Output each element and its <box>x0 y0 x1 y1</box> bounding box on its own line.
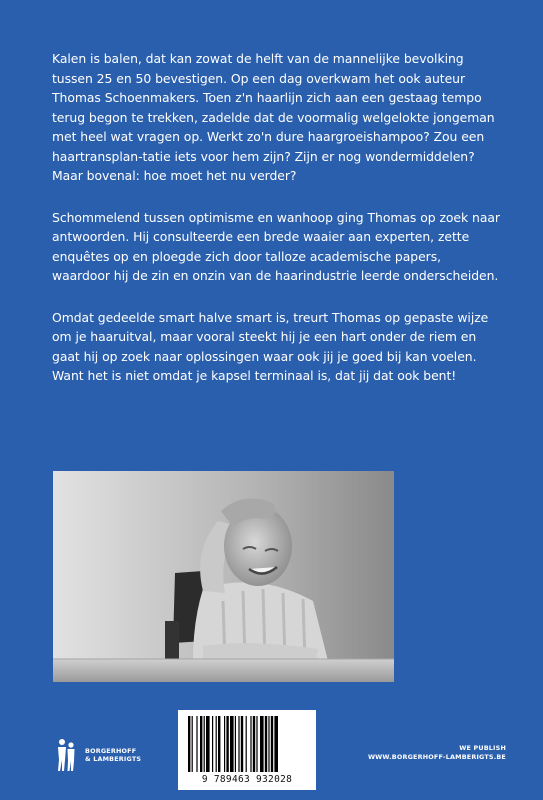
publisher-name-line-1: BORGERHOFF <box>85 746 137 755</box>
barcode-bar <box>256 716 257 772</box>
barcode-bar <box>246 716 247 772</box>
publisher-figures-icon <box>55 738 77 772</box>
back-cover-blurb <box>52 49 502 408</box>
barcode-bar <box>192 716 193 772</box>
barcode-bar <box>235 716 236 772</box>
publisher-name-line-2: & LAMBERIGTS <box>85 755 142 763</box>
publisher-tagline: WE PUBLISH <box>459 744 506 752</box>
barcode-bar <box>204 716 205 772</box>
blurb-paragraph-1: Kalen is balen, dat kan zowat de helft van de mannelijke bevolking tussen 25 en 50 bevestigen. Op een dag overkwam het ook auteur Thomas Schoenmakers. Toen z'n haarlijn zich aan een gestaag tempo terug begon te trekken, zadelde dat de voormalig welgelokte jongeman met heel wat vragen op. Werkt zo'n dure haargroeishampoo? Zou een haartransplan-tatie iets voor hem zijn? Zijn er nog wondermiddelen? Maar bovenal: hoe moet het nu verder? <box>52 51 495 183</box>
barcode-bar <box>188 716 190 772</box>
publisher-url: WWW.BORGERHOFF-LAMBERIGTS.BE <box>367 752 506 761</box>
barcode-bar <box>216 716 217 772</box>
barcode-bar <box>271 716 273 772</box>
barcode-bar <box>212 716 213 772</box>
blurb-paragraph-3: Omdat gedeelde smart halve smart is, treurt Thomas op gepaste wijze om je haaruitval, maar vooral steekt hij je een hart onder de riem en gaat hij op zoek naar oplossingen waar ook jij je goed bij kan voelen. Want het is niet omdat je kapsel terminaal is, dat jij dat ook bent! <box>52 309 489 383</box>
barcode-bar <box>241 716 243 772</box>
blurb-paragraph-2: Schommelend tussen optimisme en wanhoop ging Thomas op zoek naar antwoorden. Hij consulteerde een brede waaier aan experten, zette enquêtes op en ploegde zich door talloze academische papers, waardoor hij de zin en onzin van de haarindustrie leerde onderscheiden. <box>52 209 500 283</box>
author-photo <box>53 471 394 682</box>
barcode-bar <box>218 716 220 772</box>
barcode-bar <box>238 716 239 772</box>
barcode-bar <box>268 716 269 772</box>
publisher-name <box>85 747 141 764</box>
barcode-bar <box>200 716 202 772</box>
publisher-logo <box>55 738 141 772</box>
publisher-website <box>368 744 506 761</box>
barcode-bar <box>224 716 225 772</box>
barcode-bar <box>226 716 228 772</box>
barcode-bar <box>253 716 255 772</box>
barcode-bar <box>274 716 278 772</box>
barcode-bar <box>250 716 251 772</box>
barcode <box>178 710 316 790</box>
barcode-bars <box>188 716 306 772</box>
isbn-number: 9 789463 932028 <box>201 774 293 785</box>
barcode-bar <box>230 716 234 772</box>
barcode-bar <box>196 716 197 772</box>
barcode-bar <box>260 716 264 772</box>
barcode-bar <box>265 716 267 772</box>
barcode-bar <box>206 716 210 772</box>
